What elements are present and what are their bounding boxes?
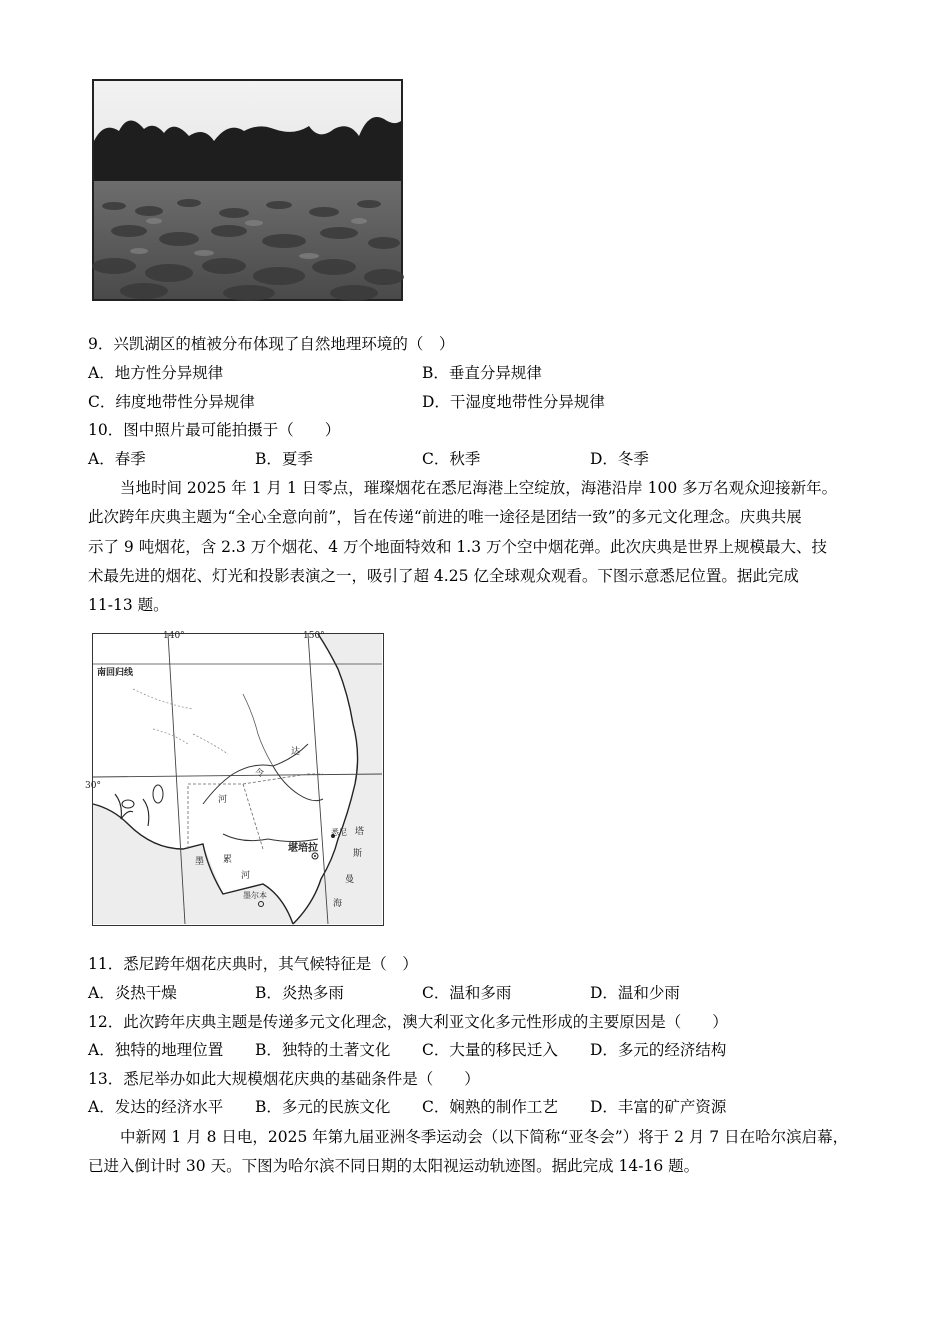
sydney-location-map bbox=[85, 631, 384, 926]
q9-stem: 9．兴凯湖区的植被分布体现了自然地理环境的（ ） bbox=[88, 335, 455, 353]
map-label-sydney: 悉尼 bbox=[331, 828, 347, 837]
q11-option-c: C．温和多雨 bbox=[422, 984, 512, 1002]
map-label-river-da: 达 bbox=[291, 747, 301, 757]
map-label-lat30: 30° bbox=[85, 781, 101, 791]
map-label-sea4: 海 bbox=[333, 899, 343, 909]
q13-option-c: C．娴熟的制作工艺 bbox=[422, 1098, 558, 1116]
map-label-melbourne: 墨尔本 bbox=[243, 891, 267, 900]
q12-option-c: C．大量的移民迁入 bbox=[422, 1041, 558, 1059]
q12-option-d: D．多元的经济结构 bbox=[590, 1041, 727, 1059]
passage1-line2: 此次跨年庆典主题为“全心全意向前”，旨在传递“前进的唯一途径是团结一致”的多元文化理念。庆典共展 bbox=[88, 508, 802, 526]
map-label-canberra: 堪培拉 bbox=[288, 843, 318, 854]
q12-stem: 12．此次跨年庆典主题是传递多元文化理念，澳大利亚文化多元性形成的主要原因是（ ） bbox=[88, 1013, 728, 1031]
q13-option-b: B．多元的民族文化 bbox=[255, 1098, 391, 1116]
q9-option-c: C．纬度地带性分异规律 bbox=[88, 393, 255, 411]
q9-option-d: D．干湿度地带性分异规律 bbox=[422, 393, 605, 411]
lake-photo bbox=[92, 79, 403, 301]
australia-map-icon bbox=[93, 634, 382, 924]
map-label-lon150: 150° bbox=[303, 631, 325, 641]
q12-option-a: A．独特的地理位置 bbox=[88, 1041, 224, 1059]
map-label-sea3: 曼 bbox=[345, 875, 355, 885]
q9-option-b: B．垂直分异规律 bbox=[422, 364, 542, 382]
q12-option-b: B．独特的土著文化 bbox=[255, 1041, 391, 1059]
map-label-sea1: 塔 bbox=[355, 827, 365, 837]
q13-stem: 13．悉尼举办如此大规模烟花庆典的基础条件是（ ） bbox=[88, 1070, 480, 1088]
passage1-line1: 当地时间 2025 年 1 月 1 日零点，璀璨烟花在悉尼海港上空绽放，海港沿岸 100 多万名观众迎接新年。 bbox=[120, 479, 838, 497]
q9-option-a: A．地方性分异规律 bbox=[88, 364, 224, 382]
passage1-line3: 示了 9 吨烟花，含 2.3 万个烟花、4 万个地面特效和 1.3 万个空中烟花弹。此次庆典是世界上规模最大、技 bbox=[88, 538, 828, 556]
map-label-river-he1: 河 bbox=[218, 795, 228, 805]
map-label-river-ling: 令 bbox=[255, 769, 265, 779]
q10-option-b: B．夏季 bbox=[255, 450, 313, 468]
q11-option-d: D．温和少雨 bbox=[590, 984, 680, 1002]
map-label-river-he2: 河 bbox=[241, 871, 251, 881]
map-label-river-lei: 累 bbox=[223, 855, 233, 865]
q10-stem: 10．图中照片最可能拍摄于（ ） bbox=[88, 421, 341, 439]
passage1-line5: 11-13 题。 bbox=[88, 596, 169, 614]
passage2-line1: 中新网 1 月 8 日电，2025 年第九届亚洲冬季运动会（以下简称“亚冬会”）将于 2 月 7 日在哈尔滨启幕， bbox=[120, 1128, 849, 1146]
map-label-tropic: 南回归线 bbox=[97, 668, 134, 678]
q10-option-c: C．秋季 bbox=[422, 450, 481, 468]
q13-option-a: A．发达的经济水平 bbox=[88, 1098, 224, 1116]
map-label-river-mo: 墨 bbox=[195, 857, 205, 867]
q11-stem: 11．悉尼跨年烟花庆典时，其气候特征是（ ） bbox=[88, 955, 418, 973]
q11-option-b: B．炎热多雨 bbox=[255, 984, 344, 1002]
lotus-lake-photo-icon bbox=[94, 81, 401, 299]
map-label-sea2: 斯 bbox=[353, 849, 363, 859]
passage1-line4: 术最先进的烟花、灯光和投影表演之一，吸引了超 4.25 亿全球观众观看。下图示意悉尼位置。据此完成 bbox=[88, 567, 799, 585]
q11-option-a: A．炎热干燥 bbox=[88, 984, 177, 1002]
map-label-lon140: 140° bbox=[163, 631, 185, 641]
q13-option-d: D．丰富的矿产资源 bbox=[590, 1098, 727, 1116]
passage2-line2: 已进入倒计时 30 天。下图为哈尔滨不同日期的太阳视运动轨迹图。据此完成 14-16 题。 bbox=[88, 1157, 700, 1175]
q10-option-d: D．冬季 bbox=[590, 450, 649, 468]
q10-option-a: A．春季 bbox=[88, 450, 146, 468]
